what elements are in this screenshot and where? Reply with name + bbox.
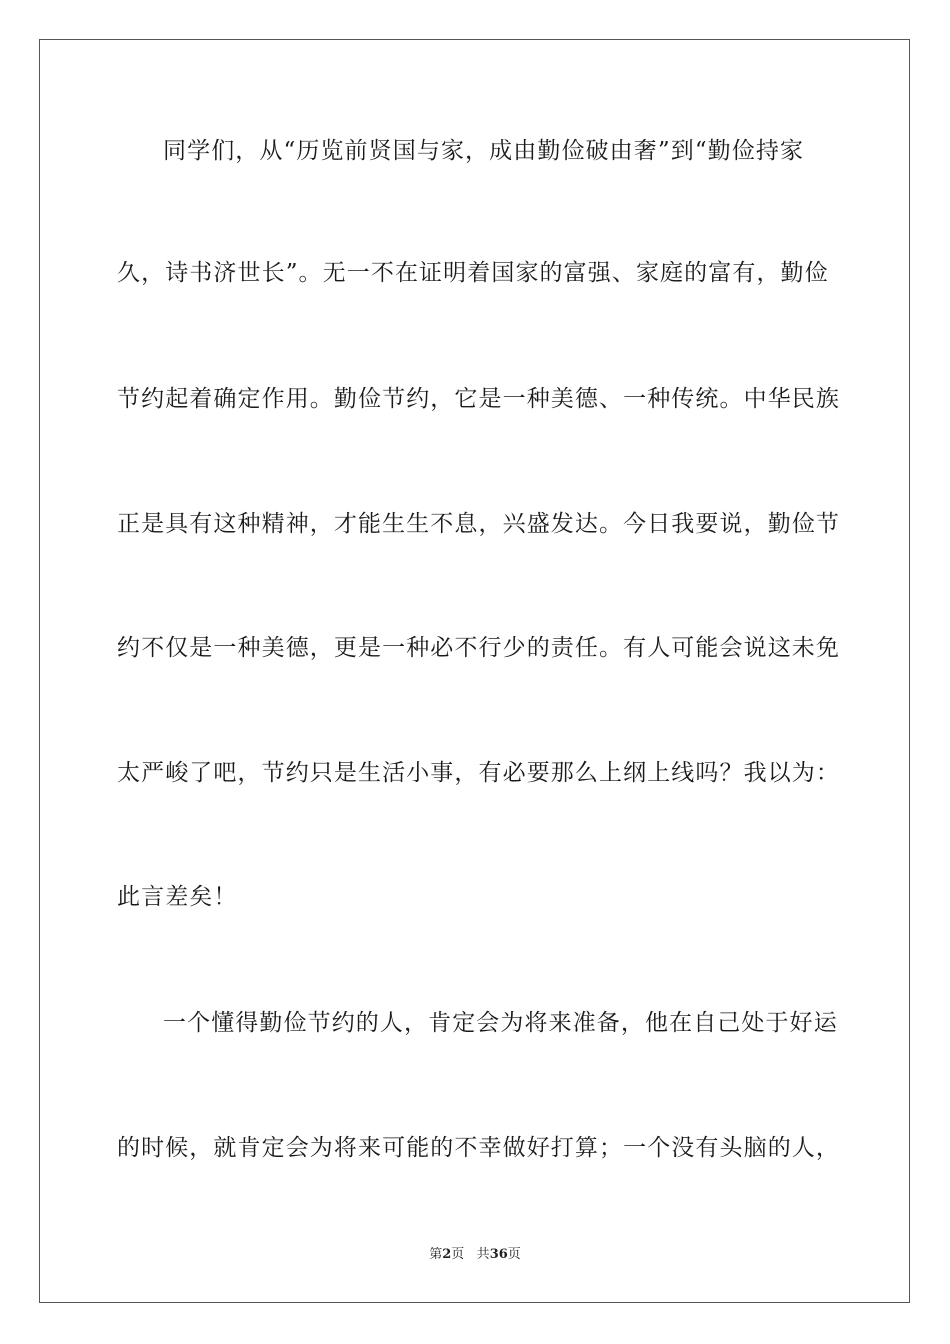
page-footer	[0, 1246, 950, 1264]
total-suffix: 页	[507, 1247, 521, 1262]
paragraph-2-line-2: 的时候，就肯定会为将来可能的不幸做好打算；一个没有头脑的人，	[117, 1135, 840, 1161]
paragraph-1-line-1: 同学们，从“历览前贤国与家，成由勤俭破由奢”到“勤俭持家	[163, 138, 805, 164]
paragraph-1-line-3: 节约起着确定作用。勤俭节约，它是一种美德、一种传统。中华民族	[117, 386, 840, 412]
total-prefix: 共	[476, 1247, 490, 1262]
paragraph-1-line-4: 正是具有这种精神，才能生生不息，兴盛发达。今日我要说，勤俭节	[117, 511, 840, 537]
total-pages: 36	[489, 1247, 508, 1262]
paragraph-2-line-1: 一个懂得勤俭节约的人，肯定会为将来准备，他在自己处于好运	[163, 1010, 838, 1036]
page-number: 2	[442, 1247, 452, 1262]
paragraph-1-line-2: 久，诗书济世长”。无一不在证明着国家的富强、家庭的富有，勤俭	[117, 260, 829, 286]
page-suffix: 页	[451, 1247, 465, 1262]
paragraph-1-line-6: 太严峻了吧，节约只是生活小事，有必要那么上纲上线吗？我以为：	[117, 760, 840, 786]
paragraph-1-line-5: 约不仅是一种美德，更是一种必不行少的责任。有人可能会说这未免	[117, 635, 840, 661]
page-border	[39, 39, 910, 1303]
paragraph-1-line-7: 此言差矣！	[117, 884, 238, 910]
page-prefix: 第	[429, 1247, 443, 1262]
